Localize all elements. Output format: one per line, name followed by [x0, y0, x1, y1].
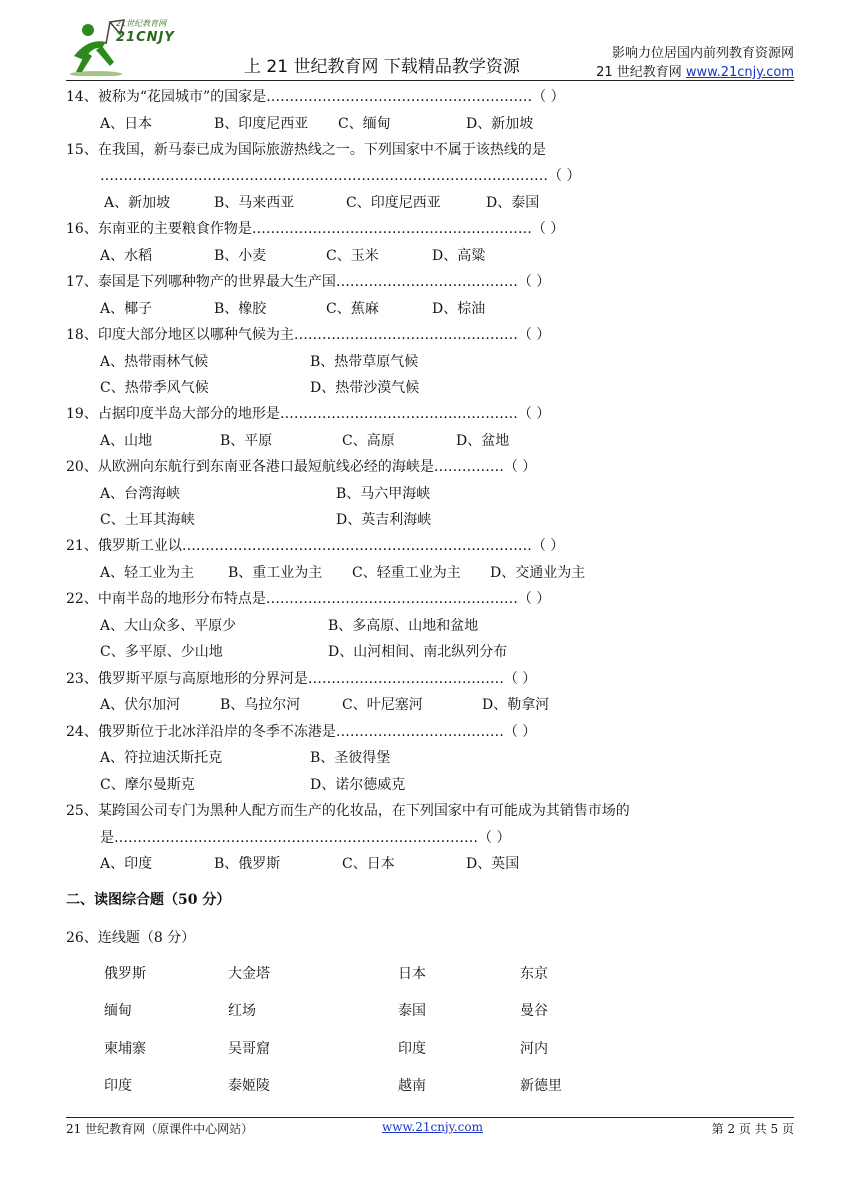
- question-stem: 23、俄罗斯平原与高原地形的分界河是……………………………………（ ）: [66, 671, 537, 687]
- question-stem: 26、连线题（8 分）: [66, 930, 196, 946]
- option: A、水稻: [100, 248, 153, 264]
- option: C、印度尼西亚: [346, 195, 441, 211]
- option: A、日本: [100, 116, 153, 132]
- matching-item: 红场: [228, 1003, 256, 1019]
- option: A、热带雨林气候: [100, 354, 209, 370]
- question-stem: 14、被称为“花园城市”的国家是…………………………………………………（ ）: [66, 89, 565, 105]
- option: C、日本: [342, 856, 395, 872]
- matching-item: 东京: [520, 966, 548, 982]
- option: A、新加坡: [104, 195, 171, 211]
- question-stem-cont: 是……………………………………………………………………（ ）: [100, 830, 511, 846]
- footer-page-number: 第 2 页 共 5 页: [711, 1122, 794, 1136]
- option: B、俄罗斯: [214, 856, 281, 872]
- option: B、乌拉尔河: [220, 697, 301, 713]
- question-stem-cont: ……………………………………………………………………………………（ ）: [100, 168, 581, 184]
- option: D、交通业为主: [490, 565, 586, 581]
- matching-item: 俄罗斯: [104, 966, 146, 982]
- footer-divider: [66, 1117, 794, 1118]
- question-stem: 21、俄罗斯工业以…………………………………………………………………（ ）: [66, 538, 565, 554]
- matching-item: 越南: [398, 1078, 426, 1094]
- header-site-prefix: 21 世纪教育网: [596, 65, 686, 80]
- option: B、橡胶: [214, 301, 267, 317]
- option: C、蕉麻: [326, 301, 379, 317]
- option: C、土耳其海峡: [100, 512, 195, 528]
- matching-item: 吴哥窟: [228, 1041, 270, 1057]
- option: D、诺尔德威克: [310, 777, 406, 793]
- option: A、轻工业为主: [100, 565, 195, 581]
- matching-item: 泰国: [398, 1003, 426, 1019]
- matching-item: 印度: [104, 1078, 132, 1094]
- page-header: [0, 0, 860, 84]
- option: A、椰子: [100, 301, 153, 317]
- header-tagline: 影响力位居国内前列教育资源网: [611, 46, 794, 61]
- question-stem: 22、中南半岛的地形分布特点是………………………………………………（ ）: [66, 591, 551, 607]
- question-stem: 16、东南亚的主要粮食作物是……………………………………………………（ ）: [66, 221, 565, 237]
- header-title: 上 21 世纪教育网 下载精品教学资源: [244, 57, 520, 77]
- matching-item: 泰姬陵: [228, 1078, 270, 1094]
- option: B、马来西亚: [214, 195, 295, 211]
- option: C、摩尔曼斯克: [100, 777, 195, 793]
- option: B、马六甲海峡: [336, 486, 431, 502]
- option: D、英吉利海峡: [336, 512, 432, 528]
- option: D、英国: [466, 856, 520, 872]
- header-divider: [66, 80, 794, 81]
- section-title: 二、读图综合题（50 分）: [66, 892, 231, 908]
- matching-item: 新德里: [520, 1078, 562, 1094]
- option: C、缅甸: [338, 116, 391, 132]
- option: D、高粱: [432, 248, 486, 264]
- question-stem: 20、从欧洲向东航行到东南亚各港口最短航线必经的海峡是……………（ ）: [66, 459, 537, 475]
- question-stem: 25、某跨国公司专门为黑种人配方而生产的化妆品，在下列国家中有可能成为其销售市场的: [66, 803, 630, 819]
- question-stem: 19、占据印度半岛大部分的地形是……………………………………………（ ）: [66, 406, 551, 422]
- question-stem: 24、俄罗斯位于北冰洋沿岸的冬季不冻港是………………………………（ ）: [66, 724, 537, 740]
- footer-link-wrap: [382, 1120, 483, 1134]
- option: A、伏尔加河: [100, 697, 181, 713]
- option: D、新加坡: [466, 116, 534, 132]
- option: A、符拉迪沃斯托克: [100, 750, 223, 766]
- option: C、玉米: [326, 248, 379, 264]
- matching-item: 柬埔寨: [104, 1041, 146, 1057]
- option: B、印度尼西亚: [214, 116, 309, 132]
- option: B、平原: [220, 433, 273, 449]
- question-stem: 18、印度大部分地区以哪种气候为主…………………………………………（ ）: [66, 327, 551, 343]
- matching-item: 大金塔: [228, 966, 270, 982]
- option: D、泰国: [486, 195, 540, 211]
- question-stem: 15、在我国，新马泰已成为国际旅游热线之一。下列国家中不属于该热线的是: [66, 142, 546, 158]
- option: D、山河相间、南北纵列分布: [328, 644, 508, 660]
- option: C、热带季风气候: [100, 380, 209, 396]
- question-stem: 17、泰国是下列哪种物产的世界最大生产国…………………………………（ ）: [66, 274, 551, 290]
- option: C、高原: [342, 433, 395, 449]
- site-logo[interactable]: [66, 16, 186, 80]
- option: A、印度: [100, 856, 153, 872]
- option: B、多高原、山地和盆地: [328, 618, 479, 634]
- option: A、台湾海峡: [100, 486, 181, 502]
- option: A、大山众多、平原少: [100, 618, 237, 634]
- option: B、小麦: [214, 248, 267, 264]
- option: B、热带草原气候: [310, 354, 419, 370]
- matching-item: 曼谷: [520, 1003, 548, 1019]
- option: C、轻重工业为主: [352, 565, 461, 581]
- option: C、多平原、少山地: [100, 644, 223, 660]
- option: D、勒拿河: [482, 697, 550, 713]
- option: D、棕油: [432, 301, 486, 317]
- matching-item: 日本: [398, 966, 426, 982]
- option: B、重工业为主: [228, 565, 323, 581]
- option: D、盆地: [456, 433, 510, 449]
- option: B、圣彼得堡: [310, 750, 391, 766]
- footer-left: 21 世纪教育网（原课件中心网站）: [66, 1122, 254, 1136]
- logo-text-bottom: 21CNJY: [116, 30, 175, 45]
- logo-text-top: 21世纪教育网: [116, 19, 167, 28]
- option: D、热带沙漠气候: [310, 380, 420, 396]
- header-site-link[interactable]: www.21cnjy.com: [685, 65, 794, 80]
- matching-item: 河内: [520, 1041, 548, 1057]
- option: A、山地: [100, 433, 153, 449]
- footer-site-link[interactable]: www.21cnjy.com: [382, 1120, 483, 1134]
- header-right-info: [596, 44, 794, 82]
- matching-item: 缅甸: [104, 1003, 132, 1019]
- option: C、叶尼塞河: [342, 697, 423, 713]
- matching-item: 印度: [398, 1041, 426, 1057]
